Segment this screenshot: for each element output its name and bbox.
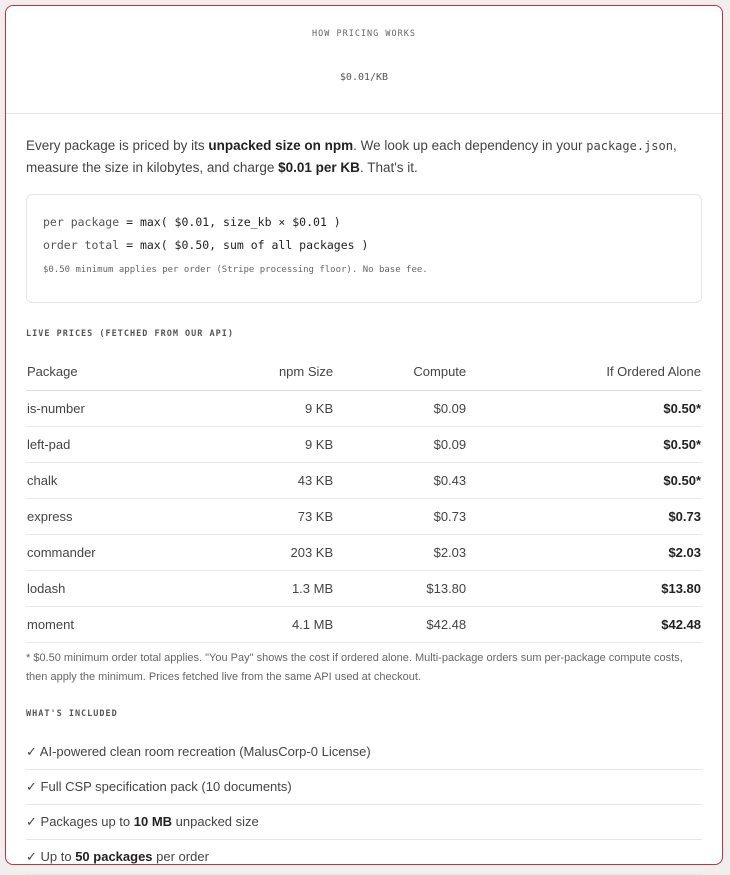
npm-size: 4.1 MB <box>198 607 335 643</box>
column-header: If Ordered Alone <box>467 353 702 391</box>
item-text: Full CSP specification pack (10 documents) <box>36 779 292 794</box>
npm-size: 73 KB <box>198 499 335 535</box>
formula-per-package <box>43 211 685 234</box>
package-name: left-pad <box>26 427 198 463</box>
check-icon: ✓ <box>26 814 37 829</box>
item-text: unpacked size <box>172 814 259 829</box>
column-header: Compute <box>334 353 467 391</box>
pricing-card <box>5 5 723 865</box>
prices-table <box>26 353 702 643</box>
table-row <box>26 463 702 499</box>
table-row <box>26 427 702 463</box>
formula-expression: = max( $0.50, sum of all packages ) <box>119 238 369 252</box>
npm-size: 1.3 MB <box>198 571 335 607</box>
intro-text: . We look up each dependency in your <box>353 138 587 153</box>
table-header-row <box>26 353 702 391</box>
included-item <box>26 805 702 840</box>
alone-price: $42.48 <box>467 607 702 643</box>
formula-order-total <box>43 234 685 257</box>
alone-price: $0.50* <box>467 427 702 463</box>
live-prices-title: LIVE PRICES (FETCHED FROM OUR API) <box>26 329 234 339</box>
check-icon: ✓ <box>26 849 37 864</box>
column-header: npm Size <box>198 353 335 391</box>
item-text: per order <box>152 849 209 864</box>
compute-cost: $0.73 <box>334 499 467 535</box>
npm-size: 9 KB <box>198 427 335 463</box>
item-bold: 10 MB <box>133 814 173 829</box>
package-name: lodash <box>26 571 198 607</box>
formula-label: per package <box>43 215 120 229</box>
package-name: is-number <box>26 391 198 427</box>
formula-box <box>26 194 702 303</box>
compute-cost: $0.09 <box>334 427 467 463</box>
table-row <box>26 391 702 427</box>
table-row <box>26 607 702 643</box>
included-item <box>26 770 702 805</box>
alone-price: $0.50* <box>467 463 702 499</box>
compute-cost: $0.09 <box>334 391 467 427</box>
item-text: Up to <box>36 849 76 864</box>
intro-bold: $0.01 per KB <box>278 160 360 175</box>
npm-size: 43 KB <box>198 463 335 499</box>
compute-cost: $0.43 <box>334 463 467 499</box>
compute-cost: $13.80 <box>334 571 467 607</box>
item-bold: 50 packages <box>75 849 153 864</box>
alone-price: $2.03 <box>467 535 702 571</box>
prices-footnote: * $0.50 minimum order total applies. "You Pay" shows the cost if ordered alone. Multi-package orders sum per-package compute costs, then apply the minimum. Prices fetched live from the same API used at checkout. <box>26 652 683 683</box>
included-title: WHAT'S INCLUDED <box>26 709 118 719</box>
package-name: commander <box>26 535 198 571</box>
intro-text: Every package is priced by its <box>26 138 209 153</box>
section-eyebrow: HOW PRICING WORKS <box>312 29 416 39</box>
formula-expression: = max( $0.01, size_kb × $0.01 ) <box>119 215 341 229</box>
npm-size: 9 KB <box>198 391 335 427</box>
package-name: express <box>26 499 198 535</box>
package-name: chalk <box>26 463 198 499</box>
item-text: AI-powered clean room recreation (MalusCorp-0 License) <box>36 744 371 759</box>
check-icon: ✓ <box>26 779 37 794</box>
item-text: Packages up to <box>36 814 134 829</box>
alone-price: $13.80 <box>467 571 702 607</box>
npm-size: 203 KB <box>198 535 335 571</box>
check-icon: ✓ <box>26 744 37 759</box>
compute-cost: $42.48 <box>334 607 467 643</box>
table-row <box>26 499 702 535</box>
intro-text: . That's it. <box>359 160 418 175</box>
table-row <box>26 571 702 607</box>
table-row <box>26 535 702 571</box>
intro-text: , measure the size in kilobytes, and charge <box>26 138 677 175</box>
intro-paragraph <box>26 135 702 178</box>
formula-label: order total <box>43 238 120 252</box>
included-item <box>26 735 702 770</box>
formula-note: $0.50 minimum applies per order (Stripe processing floor). No base fee. <box>43 265 428 275</box>
column-header: Package <box>26 353 198 391</box>
price-rate: $0.01/KB <box>339 72 389 83</box>
intro-code: package.json <box>586 139 673 153</box>
package-name: moment <box>26 607 198 643</box>
intro-bold: unpacked size on npm <box>208 138 354 153</box>
included-list <box>26 735 702 875</box>
compute-cost: $2.03 <box>334 535 467 571</box>
included-item <box>26 840 702 875</box>
pricing-header <box>6 6 722 114</box>
alone-price: $0.50* <box>467 391 702 427</box>
alone-price: $0.73 <box>467 499 702 535</box>
